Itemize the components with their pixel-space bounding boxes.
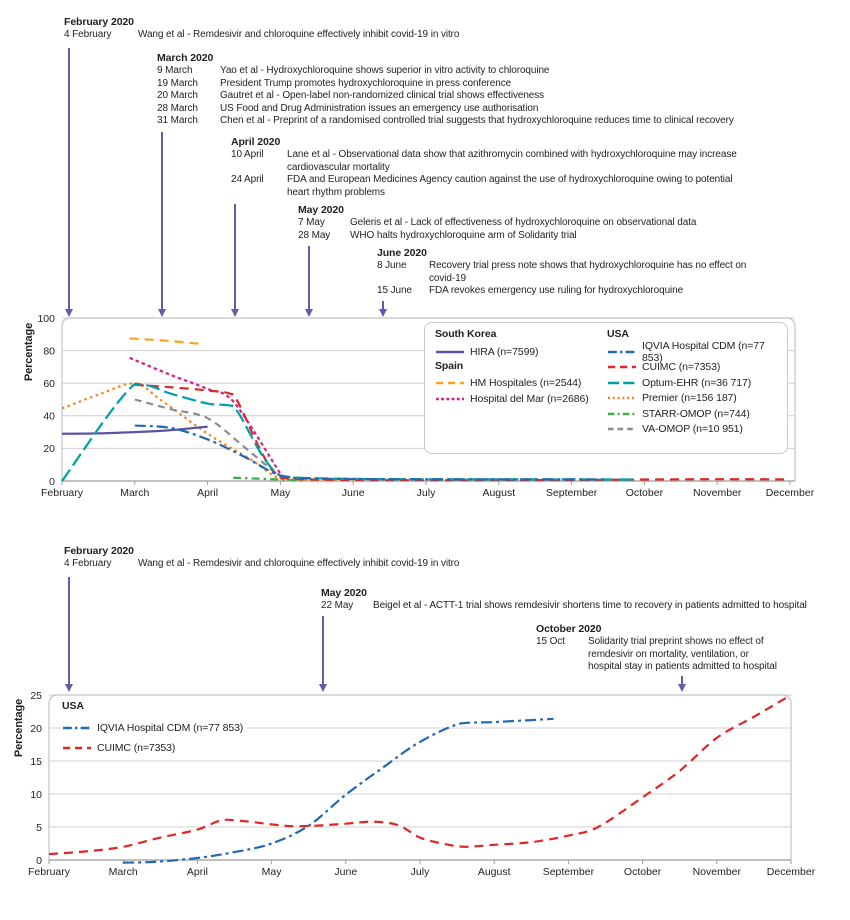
- x-tick-label: June: [341, 487, 365, 499]
- event-line: [157, 115, 734, 128]
- event-arrow-head: [158, 309, 166, 317]
- event-date: 4 February: [64, 558, 112, 569]
- event-date: 20 March: [157, 90, 198, 101]
- event-arrow-head: [305, 309, 313, 317]
- x-tick-label: October: [625, 487, 664, 499]
- event-month-heading: February 2020: [64, 16, 134, 28]
- legend-item-label: CUIMC (n=7353): [97, 742, 176, 754]
- legend-item-cuimc: [62, 738, 247, 758]
- event-arrow: [382, 301, 384, 309]
- event-text: President Trump promotes hydroxychloroquine in press conference: [220, 77, 512, 89]
- event-line: [298, 230, 696, 243]
- legend-group-header: Spain: [435, 359, 464, 372]
- event-date: 4 February: [64, 29, 112, 40]
- event-date: 22 May: [321, 600, 354, 611]
- event-annotation-february-2020: [64, 16, 459, 42]
- x-tick-label: October: [623, 866, 662, 878]
- event-arrow: [234, 204, 236, 309]
- x-tick-label: April: [186, 866, 208, 878]
- legend-item-label: IQVIA Hospital CDM (n=77 853): [97, 722, 244, 734]
- event-arrow: [308, 246, 310, 309]
- event-text: heart rhythm problems: [287, 186, 385, 198]
- y-tick-label: 0: [49, 475, 55, 488]
- event-arrow-head: [319, 684, 327, 692]
- event-text: Wang et al - Remdesivir and chloroquine effectively inhibit covid-19 in vitro: [138, 29, 460, 40]
- x-tick-label: June: [334, 866, 358, 878]
- event-line: [157, 90, 734, 103]
- event-arrow-head: [231, 309, 239, 317]
- event-annotation-february-2020: [64, 545, 459, 571]
- event-line: [298, 217, 696, 230]
- legend-group-header: USA: [607, 328, 629, 340]
- event-date: 28 March: [157, 102, 198, 114]
- event-month-heading: February 2020: [64, 545, 134, 557]
- event-arrow: [68, 48, 70, 309]
- series-line-premier-top: [62, 383, 353, 480]
- event-line: [157, 103, 734, 116]
- event-line: [536, 636, 777, 649]
- event-date: 7 May: [298, 217, 325, 228]
- x-tick-label: May: [261, 866, 282, 878]
- x-tick-label: February: [40, 487, 84, 499]
- legend-column: [435, 328, 589, 407]
- y-axis-label-top: Percentage: [23, 322, 35, 382]
- event-arrow-head: [65, 684, 73, 692]
- event-line: [157, 78, 734, 91]
- x-tick-label: February: [27, 866, 71, 878]
- x-tick-label: March: [108, 866, 138, 878]
- event-line: [536, 649, 777, 662]
- x-tick-label: September: [542, 866, 595, 878]
- event-line: [64, 29, 459, 42]
- legend-item-label: CUIMC (n=7353): [642, 361, 721, 374]
- legend-line-sample-iqvia: [607, 346, 637, 358]
- series-line-starr-top: [233, 478, 302, 481]
- y-tick-label: 0: [36, 854, 42, 867]
- event-annotation-october-2020: [536, 623, 777, 674]
- legend-group-header: South Korea: [435, 328, 497, 340]
- legend-item-iqvia: [607, 339, 787, 364]
- event-annotation-may-2020: [298, 204, 696, 242]
- event-date: 19 March: [157, 77, 198, 89]
- event-line: [64, 558, 459, 571]
- event-arrow-head: [379, 309, 387, 317]
- x-tick-label: September: [545, 487, 598, 499]
- event-line: [231, 187, 737, 200]
- x-tick-label: May: [270, 487, 291, 499]
- y-tick-label: 100: [37, 312, 55, 325]
- legend-item-label: Premier (n=156 187): [642, 392, 737, 405]
- x-tick-label: December: [765, 487, 815, 499]
- event-month-heading: March 2020: [157, 52, 214, 64]
- event-arrow: [68, 577, 70, 684]
- y-axis-label-bottom: Percentage: [13, 698, 25, 758]
- event-month-heading: May 2020: [321, 587, 367, 599]
- legend-item-label: HIRA (n=7599): [470, 345, 539, 358]
- event-month-heading: May 2020: [298, 204, 344, 216]
- x-tick-label: November: [692, 866, 742, 878]
- y-tick-label: 80: [43, 345, 55, 358]
- series-line-hm-top: [130, 338, 203, 344]
- event-date: 31 March: [157, 115, 198, 126]
- y-tick-label: 20: [43, 443, 55, 456]
- x-tick-label: March: [120, 487, 150, 499]
- event-date: 8 June: [377, 260, 407, 271]
- event-line: [377, 285, 746, 298]
- legend-line-sample-cuimc: [607, 361, 637, 373]
- x-tick-label: August: [477, 866, 511, 878]
- legend-line-sample-hm: [435, 377, 465, 389]
- event-annotation-april-2020: [231, 136, 737, 199]
- event-text: Yao et al - Hydroxychloroquine shows superior in vitro activity to chloroquine: [220, 65, 550, 76]
- event-arrow: [681, 676, 683, 684]
- event-arrow: [322, 616, 324, 684]
- legend-item-hira: [435, 344, 589, 360]
- legend-bottom: [62, 700, 247, 758]
- x-tick-label: November: [692, 487, 742, 499]
- legend-item-label: VA-OMOP (n=10 951): [642, 423, 743, 436]
- event-text: Beigel et al - ACTT-1 trial shows remdesivir shortens time to recovery in patients admitted to hospital: [373, 600, 807, 611]
- event-arrow-head: [678, 684, 686, 692]
- event-text: Wang et al - Remdesivir and chloroquine effectively inhibit covid-19 in vitro: [138, 558, 460, 569]
- event-month-heading: October 2020: [536, 623, 602, 635]
- legend-line-sample-delmar: [435, 393, 465, 405]
- y-tick-label: 10: [30, 788, 42, 801]
- legend-item-va: [607, 422, 787, 438]
- event-line: [377, 273, 746, 286]
- event-date: 10 April: [231, 149, 264, 160]
- legend-line-sample-starr: [607, 408, 637, 420]
- y-tick-label: 40: [43, 410, 55, 423]
- event-annotation-may-2020: [321, 587, 807, 613]
- event-text: Chen et al - Preprint of a randomised controlled trial suggests that hydroxychloroquine reduces time to clinical recovery: [220, 115, 734, 126]
- legend-line-sample-va: [607, 423, 637, 435]
- legend-group-header: USA: [62, 700, 84, 712]
- event-text: hospital stay in patients admitted to hospital: [588, 661, 777, 672]
- event-text: FDA revokes emergency use ruling for hydroxychloroquine: [429, 285, 684, 296]
- x-tick-label: August: [482, 487, 516, 499]
- event-text: FDA and European Medicines Agency caution against the use of hydroxychloroquine owing to potential: [287, 174, 733, 185]
- event-text: remdesivir on mortality, ventilation, or: [588, 648, 749, 660]
- event-date: 24 April: [231, 174, 264, 185]
- event-annotation-june-2020: [377, 247, 746, 298]
- y-tick-label: 20: [30, 722, 42, 735]
- x-tick-label: December: [766, 866, 816, 878]
- event-line: [377, 260, 746, 273]
- event-text: Lane et al - Observational data show that azithromycin combined with hydroxychloroquine may increase: [287, 149, 737, 160]
- event-annotation-march-2020: [157, 52, 734, 128]
- event-date: 15 June: [377, 285, 412, 296]
- event-line: [231, 162, 737, 175]
- legend-item-iqvia: [62, 718, 247, 738]
- event-text: cardiovascular mortality: [287, 161, 390, 173]
- legend-item-starr: [607, 406, 787, 422]
- legend-top: [424, 322, 788, 454]
- event-line: [231, 174, 737, 187]
- event-text: US Food and Drug Administration issues an emergency use authorisation: [220, 102, 539, 114]
- legend-line-sample-cuimc: [62, 742, 92, 754]
- event-text: covid-19: [429, 272, 466, 284]
- event-text: WHO halts hydroxychloroquine arm of Solidarity trial: [350, 229, 577, 241]
- legend-line-sample-premier: [607, 392, 637, 404]
- x-tick-label: July: [410, 866, 430, 878]
- event-arrow-head: [65, 309, 73, 317]
- event-text: Geleris et al - Lack of effectiveness of hydroxychloroquine on observational data: [350, 217, 697, 228]
- x-tick-label: April: [197, 487, 219, 499]
- event-date: 28 May: [298, 229, 331, 241]
- legend-item-hm: [435, 376, 589, 392]
- legend-item-label: Optum-EHR (n=36 717): [642, 376, 752, 389]
- event-text: Recovery trial press note shows that hydroxychloroquine has no effect on: [429, 260, 747, 271]
- legend-item-premier: [607, 391, 787, 407]
- event-line: [536, 661, 777, 674]
- y-tick-label: 25: [30, 689, 42, 702]
- legend-item-label: STARR-OMOP (n=744): [642, 407, 750, 420]
- legend-column: [607, 328, 787, 437]
- event-text: Gautret et al - Open-label non-randomized clinical trial shows effectiveness: [220, 90, 545, 101]
- legend-line-sample-iqvia: [62, 722, 92, 734]
- event-arrow: [161, 132, 163, 309]
- event-date: 15 Oct: [536, 636, 565, 647]
- legend-item-label: IQVIA Hospital CDM (n=77 853): [642, 339, 765, 364]
- x-tick-label: July: [416, 487, 436, 499]
- event-month-heading: April 2020: [231, 136, 281, 148]
- y-tick-label: 5: [36, 821, 42, 834]
- event-date: 9 March: [157, 65, 193, 76]
- event-text: Solidarity trial preprint shows no effect of: [588, 636, 764, 647]
- legend-item-label: HM Hospitales (n=2544): [470, 377, 582, 390]
- event-line: [321, 600, 807, 613]
- y-tick-label: 60: [43, 378, 55, 390]
- legend-item-optum: [607, 375, 787, 391]
- legend-line-sample-hira: [435, 346, 465, 358]
- event-month-heading: June 2020: [377, 247, 427, 259]
- legend-line-sample-optum: [607, 377, 637, 389]
- event-line: [231, 149, 737, 162]
- event-line: [157, 65, 734, 78]
- y-tick-label: 15: [30, 755, 42, 768]
- legend-item-delmar: [435, 391, 589, 407]
- legend-item-label: Hospital del Mar (n=2686): [470, 392, 589, 405]
